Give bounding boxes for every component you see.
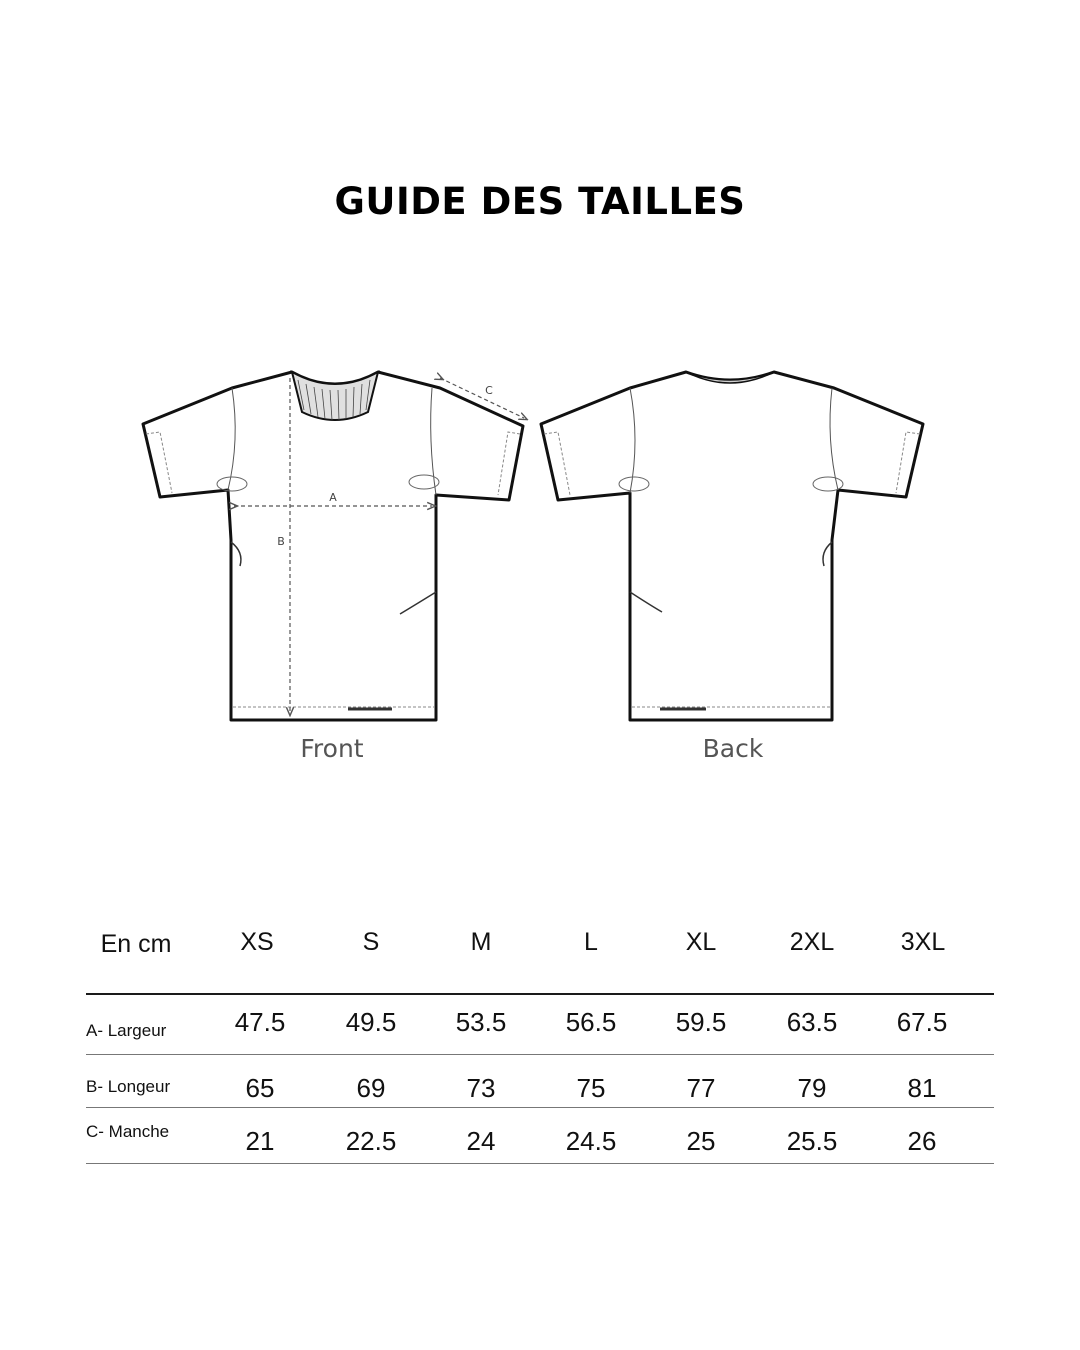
table-cell: 25.5 (786, 1126, 838, 1156)
table-cell: 81 (907, 1073, 937, 1103)
size-header-xl: XL (685, 928, 717, 956)
size-header-l: L (584, 928, 598, 956)
size-header-xs: XS (240, 928, 274, 956)
table-cell: 22.5 (345, 1126, 397, 1156)
size-table-header (86, 900, 994, 995)
table-row (86, 1055, 994, 1108)
table-cell: 63.5 (786, 1007, 838, 1037)
tshirt-front-drawing (143, 372, 524, 720)
row-label: B- Longeur (86, 1077, 171, 1096)
tshirt-diagram (0, 340, 1080, 790)
table-cell: 73 (466, 1073, 496, 1103)
table-cell: 26 (907, 1126, 937, 1156)
table-cell: 47.5 (234, 1007, 286, 1037)
table-cell: 67.5 (896, 1007, 948, 1037)
table-cell: 21 (245, 1126, 275, 1156)
table-cell: 75 (576, 1073, 606, 1103)
table-row (86, 1108, 994, 1164)
table-cell: 25 (686, 1126, 716, 1156)
table-row (86, 995, 994, 1055)
tshirt-back-drawing (541, 372, 923, 720)
table-cell: 56.5 (565, 1007, 617, 1037)
size-header-s: S (362, 928, 380, 956)
table-cell: 59.5 (675, 1007, 727, 1037)
measure-a-label: A (329, 491, 337, 504)
size-table (86, 900, 994, 1164)
table-cell: 79 (797, 1073, 827, 1103)
table-cell: 53.5 (455, 1007, 507, 1037)
table-cell: 77 (686, 1073, 716, 1103)
back-view-label: Back (702, 734, 764, 763)
table-cell: 24.5 (565, 1126, 617, 1156)
row-label: C- Manche (86, 1122, 170, 1141)
table-cell: 69 (356, 1073, 386, 1103)
measure-b-label: B (277, 535, 285, 548)
front-view-label: Front (300, 734, 364, 763)
size-header-2xl: 2XL (789, 928, 835, 956)
unit-label: En cm (100, 930, 172, 958)
row-label: A- Largeur (86, 1021, 167, 1040)
table-cell: 24 (466, 1126, 496, 1156)
size-header-m: M (470, 928, 492, 956)
measure-c-label: C (485, 384, 493, 397)
size-header-3xl: 3XL (900, 928, 946, 956)
page-title: GUIDE DES TAILLES (334, 180, 746, 223)
table-cell: 65 (245, 1073, 275, 1103)
table-cell: 49.5 (345, 1007, 397, 1037)
